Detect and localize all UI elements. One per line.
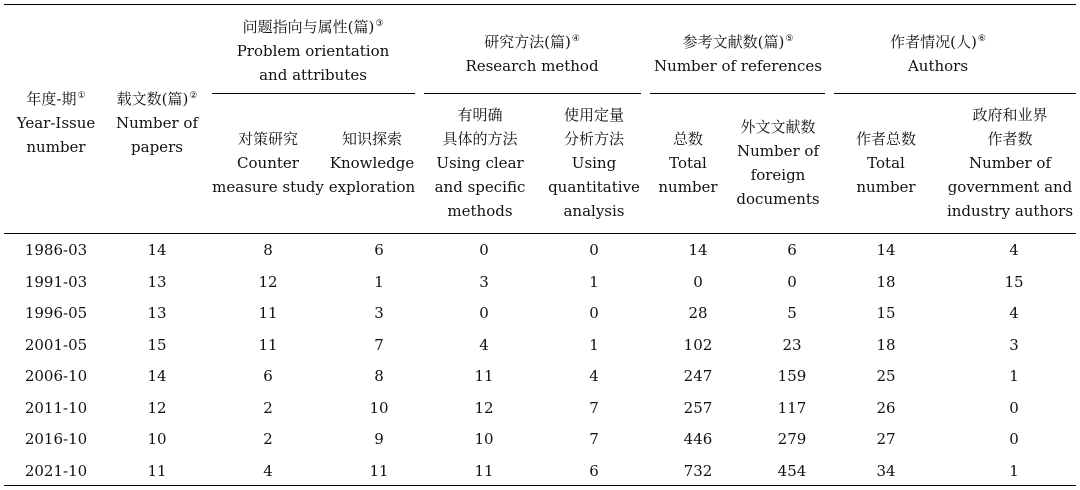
table-cell: 4 [1009,241,1019,259]
total-authors-header: 作者总数 Total number [855,130,917,196]
table-cell: 2 [263,430,273,448]
table-cell: 15 [147,335,167,354]
table-cell: 0 [479,241,489,259]
table-cell: 13 [147,304,167,322]
table-cell: 26 [876,398,896,417]
table-cell: 11 [474,367,494,385]
problem-group-rule [212,93,415,94]
table-cell: 4 [589,367,599,385]
table-cell: 0 [787,272,797,291]
table-cell: 15 [1004,272,1024,291]
countermeasure-header: 对策研究 Counter measure study [212,130,324,196]
table-cell: 10 [369,398,389,417]
table-cell: 12 [147,398,167,417]
table-cell: 0 [589,241,599,259]
table-cell: 34 [876,461,896,480]
table-cell: 1 [589,335,599,354]
table-cell: 18 [876,335,896,354]
table-cell: 28 [688,304,708,322]
foreign-refs-header: 外文文献数 Number of foreign documents [736,118,820,208]
quant-method-header: 使用定量 分析方法 Using quantitative analysis [548,106,640,220]
table-cell: 13 [147,272,167,291]
table-cell: 18 [876,272,896,291]
table-cell: 11 [147,461,167,480]
table-cell: 14 [147,367,167,385]
table-cell: 27 [876,430,896,448]
table-cell: 9 [374,430,384,448]
table-cell: 12 [474,398,494,417]
table-cell: 102 [683,335,713,354]
year-issue-cell: 2021-10 [24,461,88,480]
table-cell: 4 [1009,304,1019,322]
table-cell: 3 [479,272,489,291]
table-cell: 446 [683,430,713,448]
table-cell: 732 [683,461,713,480]
year-issue-zh: 年度-期 [26,90,77,108]
note-marker: ① [77,91,86,101]
problem-orientation-header: 问题指向与属性(篇)③ Problem orientation and attributes [236,18,390,84]
table-cell: 159 [777,367,807,385]
authors-header: 作者情况(人)⑥ Authors [890,33,986,75]
table-cell: 247 [683,367,713,385]
table-cell: 117 [777,398,807,417]
table-cell: 0 [693,272,703,291]
table-cell: 7 [374,335,384,354]
table-cell: 1 [1009,367,1019,385]
references-header: 参考文献数(篇)⑤ Number of references [654,33,822,75]
header-bottom-rule [4,233,1076,234]
table-cell: 6 [787,241,797,259]
year-issue-cell: 2006-10 [24,367,88,385]
table-cell: 454 [777,461,807,480]
year-issue-cell: 2016-10 [24,430,88,448]
table-cell: 11 [258,304,278,322]
refs-group-rule [650,93,825,94]
table-cell: 1 [589,272,599,291]
table-cell: 257 [683,398,713,417]
table-cell: 2 [263,398,273,417]
table-cell: 25 [876,367,896,385]
table-cell: 4 [263,461,273,480]
table-cell: 5 [787,304,797,322]
table-cell: 3 [374,304,384,322]
table-cell: 11 [369,461,389,480]
method-group-rule [424,93,641,94]
table-cell: 11 [474,461,494,480]
table-cell: 10 [474,430,494,448]
table-cell: 1 [1009,461,1019,480]
papers-header: 载文数(篇)② Number of papers [115,90,199,156]
table-cell: 14 [688,241,708,259]
clear-method-header: 有明确 具体的方法 Using clear and specific methods [434,106,526,220]
table-cell: 4 [479,335,489,354]
table-cell: 11 [258,335,278,354]
table-cell: 15 [876,304,896,322]
bottom-rule [4,485,1076,486]
table-cell: 23 [782,335,802,354]
total-refs-header: 总数 Total number [658,130,718,196]
year-issue-cell: 2001-05 [24,335,88,354]
year-issue-cell: 1986-03 [24,241,88,259]
research-method-header: 研究方法(篇)④ Research method [465,33,599,75]
table-cell: 279 [777,430,807,448]
table-cell: 14 [876,241,896,259]
top-rule [4,4,1076,5]
table-cell: 3 [1009,335,1019,354]
gov-authors-header: 政府和业界 作者数 Number of government and industry authors [946,106,1074,220]
table-cell: 14 [147,241,167,259]
table-cell: 6 [263,367,273,385]
table-cell: 6 [589,461,599,480]
table-cell: 12 [258,272,278,291]
table-cell: 10 [147,430,167,448]
table-cell: 7 [589,398,599,417]
table-cell: 8 [374,367,384,385]
year-issue-cell: 2011-10 [24,398,88,417]
table-cell: 0 [479,304,489,322]
table-cell: 1 [374,272,384,291]
year-issue-cell: 1996-05 [24,304,88,322]
table-cell: 7 [589,430,599,448]
authors-group-rule [834,93,1076,94]
table-cell: 6 [374,241,384,259]
year-issue-cell: 1991-03 [24,272,88,291]
table-cell: 0 [1009,430,1019,448]
table-cell: 8 [263,241,273,259]
year-issue-header: 年度-期① Year-Issue number [16,90,96,156]
knowledge-header: 知识探索 Knowledge exploration [328,130,416,196]
table-cell: 0 [589,304,599,322]
table-cell: 0 [1009,398,1019,417]
